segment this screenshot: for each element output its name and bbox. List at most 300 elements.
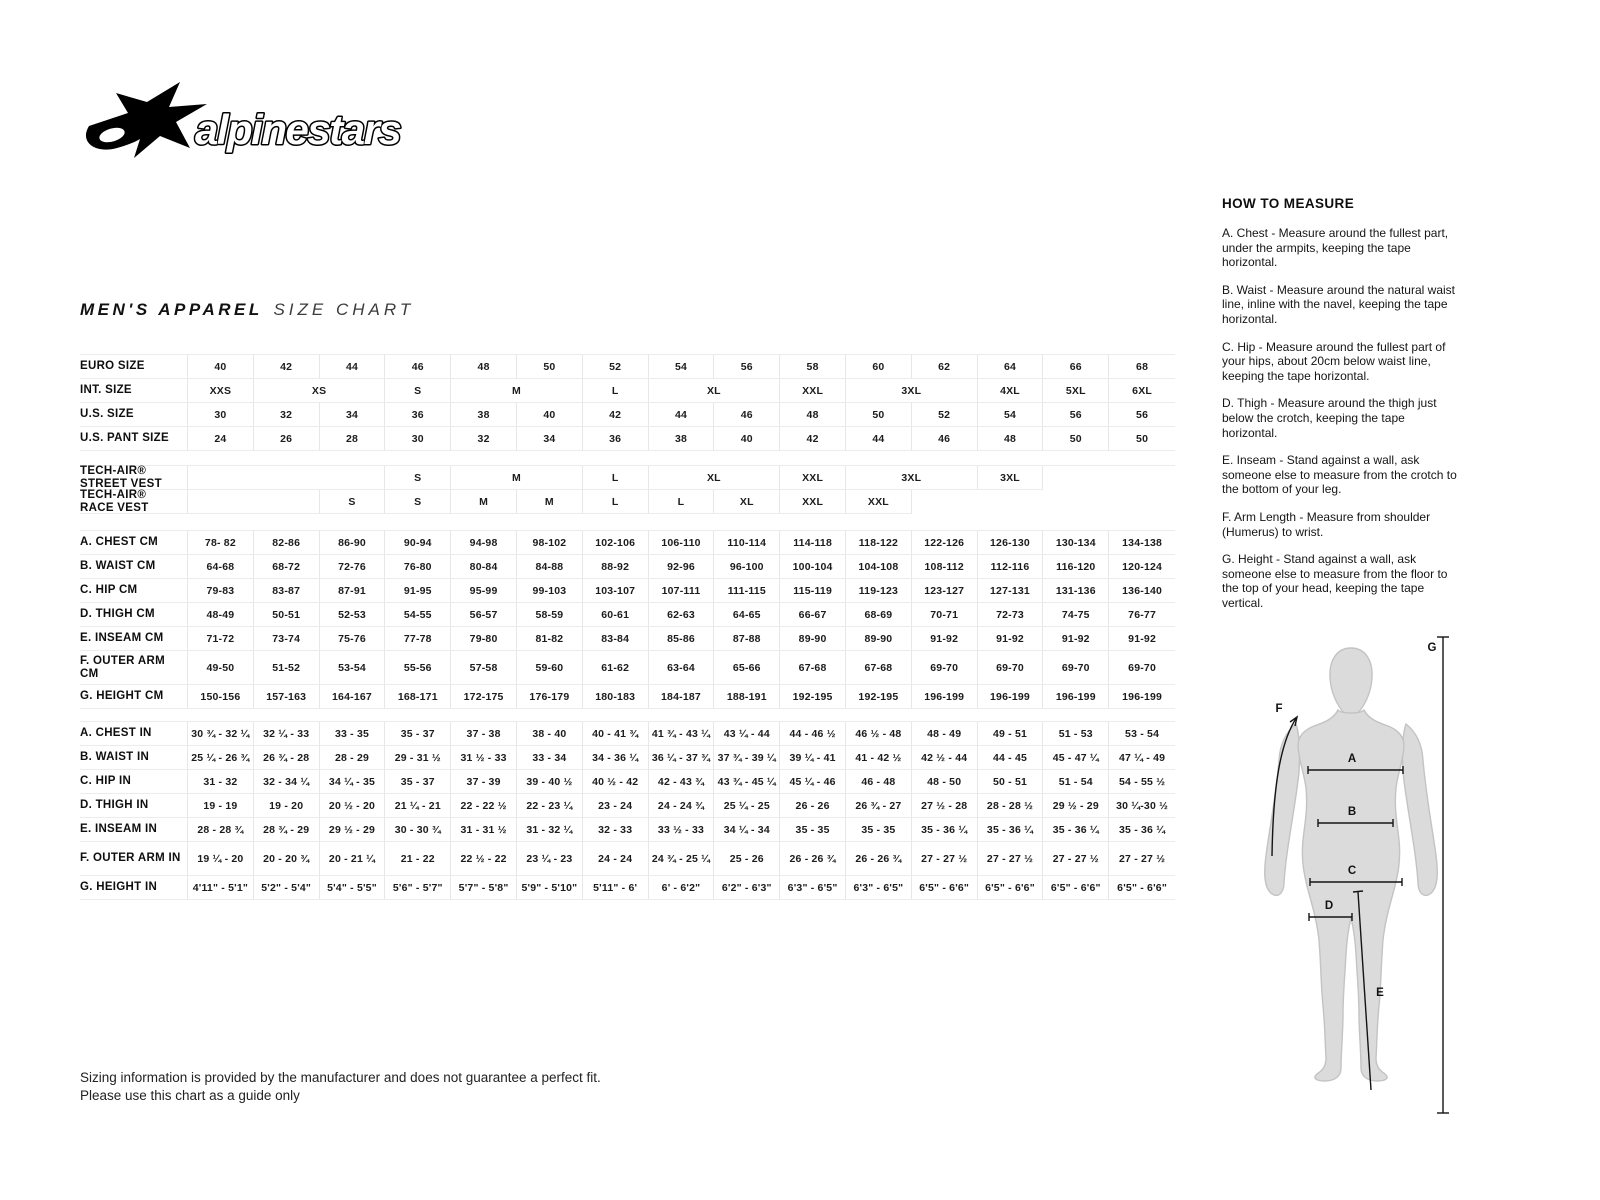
size-cell: 68-69 xyxy=(846,603,912,627)
size-cell: 24 xyxy=(188,427,254,451)
size-cell: 56 xyxy=(1109,403,1175,427)
size-cell: 60 xyxy=(846,355,912,379)
size-cell: 59-60 xyxy=(517,651,583,685)
size-cell: 20 - 20 ¾ xyxy=(254,842,320,876)
row-label: G. HEIGHT IN xyxy=(80,876,188,900)
size-cell: 73-74 xyxy=(254,627,320,651)
size-cell: 34 ¼ - 35 xyxy=(320,770,386,794)
size-cell: 192-195 xyxy=(846,685,912,709)
size-cell: 5XL xyxy=(1043,379,1109,403)
size-cell: 42 xyxy=(780,427,846,451)
size-cell: 19 ¼ - 20 xyxy=(188,842,254,876)
size-cell: 196-199 xyxy=(912,685,978,709)
row-label: U.S. SIZE xyxy=(80,403,188,427)
size-cell: 91-92 xyxy=(978,627,1044,651)
size-cell: 91-92 xyxy=(1109,627,1175,651)
size-cell: 3XL xyxy=(978,466,1044,490)
size-table-row xyxy=(80,627,1175,651)
size-cell: 38 - 40 xyxy=(517,722,583,746)
size-cell: 28 - 28 ¾ xyxy=(188,818,254,842)
size-cell: 72-76 xyxy=(320,555,386,579)
size-cell: M xyxy=(451,379,583,403)
alpinestars-star-icon xyxy=(86,82,207,158)
label-a: A xyxy=(1347,753,1357,765)
size-cell: 48-49 xyxy=(188,603,254,627)
table-section xyxy=(80,465,1175,514)
size-cell: 35 - 35 xyxy=(780,818,846,842)
size-cell: 69-70 xyxy=(1109,651,1175,685)
size-cell: 26 - 26 ¾ xyxy=(780,842,846,876)
size-cell: 69-70 xyxy=(978,651,1044,685)
disclaimer-line-2: Please use this chart as a guide only xyxy=(80,1087,300,1103)
size-cell: 54 xyxy=(978,403,1044,427)
size-cell: XL xyxy=(714,490,780,514)
size-cell: 3XL xyxy=(846,466,978,490)
size-cell: XXL xyxy=(846,490,912,514)
size-cell: 196-199 xyxy=(1043,685,1109,709)
size-cell: 23 ¼ - 23 xyxy=(517,842,583,876)
size-cell: 30 ¼-30 ½ xyxy=(1109,794,1175,818)
size-cell: 99-103 xyxy=(517,579,583,603)
size-cell: 29 - 31 ½ xyxy=(385,746,451,770)
size-cell: 26 xyxy=(254,427,320,451)
size-cell: 30 xyxy=(188,403,254,427)
size-cell: 6'2" - 6'3" xyxy=(714,876,780,900)
size-cell: 28 - 29 xyxy=(320,746,386,770)
size-cell: 23 - 24 xyxy=(583,794,649,818)
size-cell: 38 xyxy=(451,403,517,427)
size-cell: 31 ½ - 33 xyxy=(451,746,517,770)
measure-instruction: G. Height - Stand against a wall, ask someone else to measure from the floor to the top of your head, keeping the tape vertical. xyxy=(1222,552,1448,610)
row-label: A. CHEST CM xyxy=(80,531,188,555)
table-section xyxy=(80,354,1175,451)
size-cell: 89-90 xyxy=(846,627,912,651)
row-label: B. WAIST IN xyxy=(80,746,188,770)
size-table-row xyxy=(80,722,1175,746)
size-cell: 50 xyxy=(517,355,583,379)
page-title xyxy=(80,300,414,320)
size-cell: 40 ½ - 42 xyxy=(583,770,649,794)
size-cell: 176-179 xyxy=(517,685,583,709)
size-cell: 126-130 xyxy=(978,531,1044,555)
size-table-row xyxy=(80,603,1175,627)
size-cell: 127-131 xyxy=(978,579,1044,603)
size-cell: 118-122 xyxy=(846,531,912,555)
size-cell: 82-86 xyxy=(254,531,320,555)
size-cell: 87-88 xyxy=(714,627,780,651)
size-cell: 172-175 xyxy=(451,685,517,709)
how-to-measure-list xyxy=(1222,226,1458,610)
row-label: U.S. PANT SIZE xyxy=(80,427,188,451)
size-cell: 30 ¾ - 32 ¼ xyxy=(188,722,254,746)
table-section xyxy=(80,721,1175,900)
size-cell: 36 xyxy=(385,403,451,427)
size-cell: 84-88 xyxy=(517,555,583,579)
size-cell: 49 - 51 xyxy=(978,722,1044,746)
torso-legs xyxy=(1298,710,1404,1081)
row-label: E. INSEAM IN xyxy=(80,818,188,842)
size-cell: 47 ¼ - 49 xyxy=(1109,746,1175,770)
size-cell: L xyxy=(649,490,715,514)
size-cell: 5'7" - 5'8" xyxy=(451,876,517,900)
how-to-measure-panel xyxy=(1222,196,1458,623)
table-spacer xyxy=(80,514,1175,530)
size-cell: 76-77 xyxy=(1109,603,1175,627)
size-cell: 39 ¼ - 41 xyxy=(780,746,846,770)
size-cell: 83-87 xyxy=(254,579,320,603)
empty-cell xyxy=(188,466,385,490)
size-cell: 66 xyxy=(1043,355,1109,379)
label-g: G xyxy=(1427,642,1437,654)
size-cell: 27 - 27 ½ xyxy=(912,842,978,876)
size-cell: 6'5" - 6'6" xyxy=(1109,876,1175,900)
size-cell: 40 - 41 ¾ xyxy=(583,722,649,746)
size-cell: 29 ½ - 29 xyxy=(320,818,386,842)
size-table-row xyxy=(80,531,1175,555)
size-cell: 68 xyxy=(1109,355,1175,379)
size-table-row xyxy=(80,579,1175,603)
size-cell: 38 xyxy=(649,427,715,451)
size-cell: 50 - 51 xyxy=(978,770,1044,794)
size-cell: 22 - 23 ¼ xyxy=(517,794,583,818)
size-cell: 4XL xyxy=(978,379,1044,403)
size-cell: 44 xyxy=(846,427,912,451)
size-cell: 48 - 49 xyxy=(912,722,978,746)
size-cell: 48 xyxy=(978,427,1044,451)
size-cell: 55-56 xyxy=(385,651,451,685)
size-cell: 157-163 xyxy=(254,685,320,709)
size-cell: 46 xyxy=(714,403,780,427)
size-table-row xyxy=(80,355,1175,379)
size-table-row xyxy=(80,490,1175,514)
size-cell: 4'11" - 5'1" xyxy=(188,876,254,900)
size-cell: 50 xyxy=(1043,427,1109,451)
table-section xyxy=(80,530,1175,709)
size-cell: 80-84 xyxy=(451,555,517,579)
size-cell: 60-61 xyxy=(583,603,649,627)
size-cell: 28 ¾ - 29 xyxy=(254,818,320,842)
size-cell: 192-195 xyxy=(780,685,846,709)
height-measure-line xyxy=(1437,637,1449,1113)
size-cell: 35 - 36 ¼ xyxy=(912,818,978,842)
size-cell: 49-50 xyxy=(188,651,254,685)
size-cell: 30 xyxy=(385,427,451,451)
logo-wordmark: alpinestars xyxy=(195,106,401,153)
size-cell: 57-58 xyxy=(451,651,517,685)
size-cell: M xyxy=(451,490,517,514)
size-table-row xyxy=(80,876,1175,900)
size-cell: 56 xyxy=(714,355,780,379)
size-cell: 48 - 50 xyxy=(912,770,978,794)
label-b: B xyxy=(1347,806,1357,818)
size-cell: 58-59 xyxy=(517,603,583,627)
label-c: C xyxy=(1347,865,1357,877)
size-cell: 36 xyxy=(583,427,649,451)
size-cell: 188-191 xyxy=(714,685,780,709)
size-cell: 79-83 xyxy=(188,579,254,603)
size-cell: XXS xyxy=(188,379,254,403)
size-cell: 54-55 xyxy=(385,603,451,627)
size-cell: 134-138 xyxy=(1109,531,1175,555)
size-cell: 164-167 xyxy=(320,685,386,709)
row-label: A. CHEST IN xyxy=(80,722,188,746)
size-cell: 32 xyxy=(451,427,517,451)
size-cell: XXL xyxy=(780,379,846,403)
size-cell: 40 xyxy=(188,355,254,379)
size-cell: 26 - 26 xyxy=(780,794,846,818)
measure-instruction: E. Inseam - Stand against a wall, ask someone else to measure from the crotch to the bottom of your leg. xyxy=(1222,453,1457,497)
size-cell: 111-115 xyxy=(714,579,780,603)
size-cell: 26 ¾ - 27 xyxy=(846,794,912,818)
measure-instruction: F. Arm Length - Measure from shoulder (Humerus) to wrist. xyxy=(1222,509,1431,539)
size-cell: 110-114 xyxy=(714,531,780,555)
row-label: INT. SIZE xyxy=(80,379,188,403)
size-cell: 37 - 39 xyxy=(451,770,517,794)
size-cell: 50 xyxy=(1109,427,1175,451)
size-cell: 45 ¼ - 46 xyxy=(780,770,846,794)
size-cell: 50 xyxy=(846,403,912,427)
size-cell: 19 - 20 xyxy=(254,794,320,818)
size-cell: 130-134 xyxy=(1043,531,1109,555)
table-spacer xyxy=(80,451,1175,465)
size-cell: 63-64 xyxy=(649,651,715,685)
size-cell: M xyxy=(517,490,583,514)
label-f: F xyxy=(1275,703,1283,715)
size-cell: 95-99 xyxy=(451,579,517,603)
row-label: D. THIGH IN xyxy=(80,794,188,818)
size-cell: 51 - 54 xyxy=(1043,770,1109,794)
table-spacer xyxy=(80,709,1175,721)
size-cell: 100-104 xyxy=(780,555,846,579)
label-e: E xyxy=(1376,987,1384,999)
size-cell: 25 ¼ - 25 xyxy=(714,794,780,818)
size-cell: 5'2" - 5'4" xyxy=(254,876,320,900)
size-cell: 5'11" - 6' xyxy=(583,876,649,900)
alpinestars-logo xyxy=(83,80,433,170)
size-cell: 86-90 xyxy=(320,531,386,555)
size-cell: 22 ½ - 22 xyxy=(451,842,517,876)
size-cell: 64-68 xyxy=(188,555,254,579)
size-cell: 40 xyxy=(714,427,780,451)
size-cell: 56 xyxy=(1043,403,1109,427)
size-cell: 44 xyxy=(320,355,386,379)
size-table xyxy=(80,354,1175,900)
row-label: B. WAIST CM xyxy=(80,555,188,579)
measure-instruction: C. Hip - Measure around the fullest part of your hips, about 20cm below waist line, keeping the tape horizontal. xyxy=(1222,339,1446,383)
disclaimer xyxy=(80,1069,601,1104)
size-cell: 24 ¾ - 25 ¼ xyxy=(649,842,715,876)
row-label: D. THIGH CM xyxy=(80,603,188,627)
size-cell: 54 - 55 ½ xyxy=(1109,770,1175,794)
size-cell: 87-91 xyxy=(320,579,386,603)
size-cell: 77-78 xyxy=(385,627,451,651)
size-cell: 72-73 xyxy=(978,603,1044,627)
size-cell: 5'6" - 5'7" xyxy=(385,876,451,900)
size-cell: 43 ¾ - 45 ¼ xyxy=(714,770,780,794)
size-cell: S xyxy=(385,379,451,403)
size-cell: 44 - 46 ½ xyxy=(780,722,846,746)
size-table-row xyxy=(80,842,1175,876)
size-cell: S xyxy=(385,466,451,490)
size-cell: 32 - 34 ¼ xyxy=(254,770,320,794)
size-cell: 37 - 38 xyxy=(451,722,517,746)
size-table-row xyxy=(80,427,1175,451)
size-cell: L xyxy=(583,379,649,403)
size-cell: 68-72 xyxy=(254,555,320,579)
size-cell: 35 - 36 ¼ xyxy=(1109,818,1175,842)
size-cell: 67-68 xyxy=(780,651,846,685)
row-label: C. HIP IN xyxy=(80,770,188,794)
size-cell: 5'4" - 5'5" xyxy=(320,876,386,900)
size-cell: 25 - 26 xyxy=(714,842,780,876)
size-cell: 104-108 xyxy=(846,555,912,579)
size-cell: 94-98 xyxy=(451,531,517,555)
right-arm xyxy=(1402,724,1437,895)
size-cell: 6'3" - 6'5" xyxy=(780,876,846,900)
size-cell: 42 xyxy=(254,355,320,379)
size-cell: 35 - 36 ¼ xyxy=(1043,818,1109,842)
row-label: G. HEIGHT CM xyxy=(80,685,188,709)
size-table-row xyxy=(80,770,1175,794)
size-cell: 116-120 xyxy=(1043,555,1109,579)
size-cell: 21 - 22 xyxy=(385,842,451,876)
size-cell: 33 - 34 xyxy=(517,746,583,770)
size-cell: 102-106 xyxy=(583,531,649,555)
size-table-row xyxy=(80,685,1175,709)
row-label: E. INSEAM CM xyxy=(80,627,188,651)
size-table-row xyxy=(80,379,1175,403)
row-label: TECH-AIR® STREET VEST xyxy=(80,466,188,490)
size-cell: 67-68 xyxy=(846,651,912,685)
size-cell: 27 - 27 ½ xyxy=(1043,842,1109,876)
size-cell: 46 - 48 xyxy=(846,770,912,794)
size-cell: 91-95 xyxy=(385,579,451,603)
size-cell: 6'5" - 6'6" xyxy=(978,876,1044,900)
size-cell: 5'9" - 5'10" xyxy=(517,876,583,900)
row-label: TECH-AIR® RACE VEST xyxy=(80,490,188,514)
row-label: C. HIP CM xyxy=(80,579,188,603)
size-cell: 45 - 47 ¼ xyxy=(1043,746,1109,770)
size-cell: 75-76 xyxy=(320,627,386,651)
size-cell: 103-107 xyxy=(583,579,649,603)
label-d: D xyxy=(1324,900,1334,912)
size-cell: 41 ¾ - 43 ¼ xyxy=(649,722,715,746)
size-cell: 83-84 xyxy=(583,627,649,651)
measure-instruction: D. Thigh - Measure around the thigh just below the crotch, keeping the tape horizontal. xyxy=(1222,396,1437,440)
size-cell: 150-156 xyxy=(188,685,254,709)
size-cell: XXL xyxy=(780,490,846,514)
size-cell: 44 - 45 xyxy=(978,746,1044,770)
size-cell: 53-54 xyxy=(320,651,386,685)
size-cell: 41 - 42 ½ xyxy=(846,746,912,770)
size-cell: 21 ¼ - 21 xyxy=(385,794,451,818)
size-table-row xyxy=(80,651,1175,685)
size-cell: 79-80 xyxy=(451,627,517,651)
size-cell: XXL xyxy=(780,466,846,490)
measure-instruction: A. Chest - Measure around the fullest part, under the armpits, keeping the tape horizontal. xyxy=(1222,226,1449,270)
size-cell: 184-187 xyxy=(649,685,715,709)
size-cell: M xyxy=(451,466,583,490)
size-cell: 3XL xyxy=(846,379,978,403)
size-cell: 70-71 xyxy=(912,603,978,627)
size-cell: 50-51 xyxy=(254,603,320,627)
size-cell: 58 xyxy=(780,355,846,379)
size-cell: 66-67 xyxy=(780,603,846,627)
empty-cell xyxy=(1043,466,1175,490)
size-cell: 196-199 xyxy=(978,685,1044,709)
size-cell: 98-102 xyxy=(517,531,583,555)
size-cell: 36 ¼ - 37 ¾ xyxy=(649,746,715,770)
size-cell: 112-116 xyxy=(978,555,1044,579)
size-cell: 33 ½ - 33 xyxy=(649,818,715,842)
size-cell: 180-183 xyxy=(583,685,649,709)
size-cell: 119-123 xyxy=(846,579,912,603)
size-cell: 53 - 54 xyxy=(1109,722,1175,746)
size-cell: 28 xyxy=(320,427,386,451)
size-cell: 6'3" - 6'5" xyxy=(846,876,912,900)
size-cell: 56-57 xyxy=(451,603,517,627)
size-cell: 51-52 xyxy=(254,651,320,685)
size-cell: 35 - 35 xyxy=(846,818,912,842)
size-cell: 26 - 26 ¾ xyxy=(846,842,912,876)
size-cell: 92-96 xyxy=(649,555,715,579)
size-cell: 43 ¼ - 44 xyxy=(714,722,780,746)
size-cell: XL xyxy=(649,466,781,490)
size-cell: 88-92 xyxy=(583,555,649,579)
disclaimer-line-1: Sizing information is provided by the manufacturer and does not guarantee a perfect fit. xyxy=(80,1070,601,1085)
size-cell: 46 xyxy=(912,427,978,451)
size-cell: 61-62 xyxy=(583,651,649,685)
size-cell: 34 - 36 ¼ xyxy=(583,746,649,770)
size-cell: 65-66 xyxy=(714,651,780,685)
size-cell: 123-127 xyxy=(912,579,978,603)
size-cell: 71-72 xyxy=(188,627,254,651)
size-table-row xyxy=(80,466,1175,490)
size-table-row xyxy=(80,818,1175,842)
size-cell: 91-92 xyxy=(1043,627,1109,651)
size-cell: 89-90 xyxy=(780,627,846,651)
size-cell: 44 xyxy=(649,403,715,427)
size-cell: 34 xyxy=(517,427,583,451)
size-cell: 54 xyxy=(649,355,715,379)
size-cell: 48 xyxy=(451,355,517,379)
size-cell: 39 - 40 ½ xyxy=(517,770,583,794)
size-cell: 196-199 xyxy=(1109,685,1175,709)
size-cell: XS xyxy=(254,379,386,403)
size-cell: 62 xyxy=(912,355,978,379)
size-cell: 27 ½ - 28 xyxy=(912,794,978,818)
size-cell: 62-63 xyxy=(649,603,715,627)
measure-instruction: B. Waist - Measure around the natural waist line, inline with the navel, keeping the tape horizontal. xyxy=(1222,282,1455,326)
empty-cell xyxy=(188,490,320,514)
size-cell: 74-75 xyxy=(1043,603,1109,627)
size-cell: 20 ½ - 20 xyxy=(320,794,386,818)
head xyxy=(1330,648,1372,721)
size-cell: 76-80 xyxy=(385,555,451,579)
size-cell: 42 ½ - 44 xyxy=(912,746,978,770)
size-cell: 168-171 xyxy=(385,685,451,709)
size-cell: 6'5" - 6'6" xyxy=(1043,876,1109,900)
size-cell: 6' - 6'2" xyxy=(649,876,715,900)
size-cell: 6'5" - 6'6" xyxy=(912,876,978,900)
size-cell: 42 - 43 ¾ xyxy=(649,770,715,794)
size-cell: 32 - 33 xyxy=(583,818,649,842)
body-measurement-figure xyxy=(1230,620,1560,1130)
size-cell: 48 xyxy=(780,403,846,427)
size-cell: 37 ¾ - 39 ¼ xyxy=(714,746,780,770)
size-cell: 27 - 27 ½ xyxy=(1109,842,1175,876)
size-cell: 31 - 31 ½ xyxy=(451,818,517,842)
